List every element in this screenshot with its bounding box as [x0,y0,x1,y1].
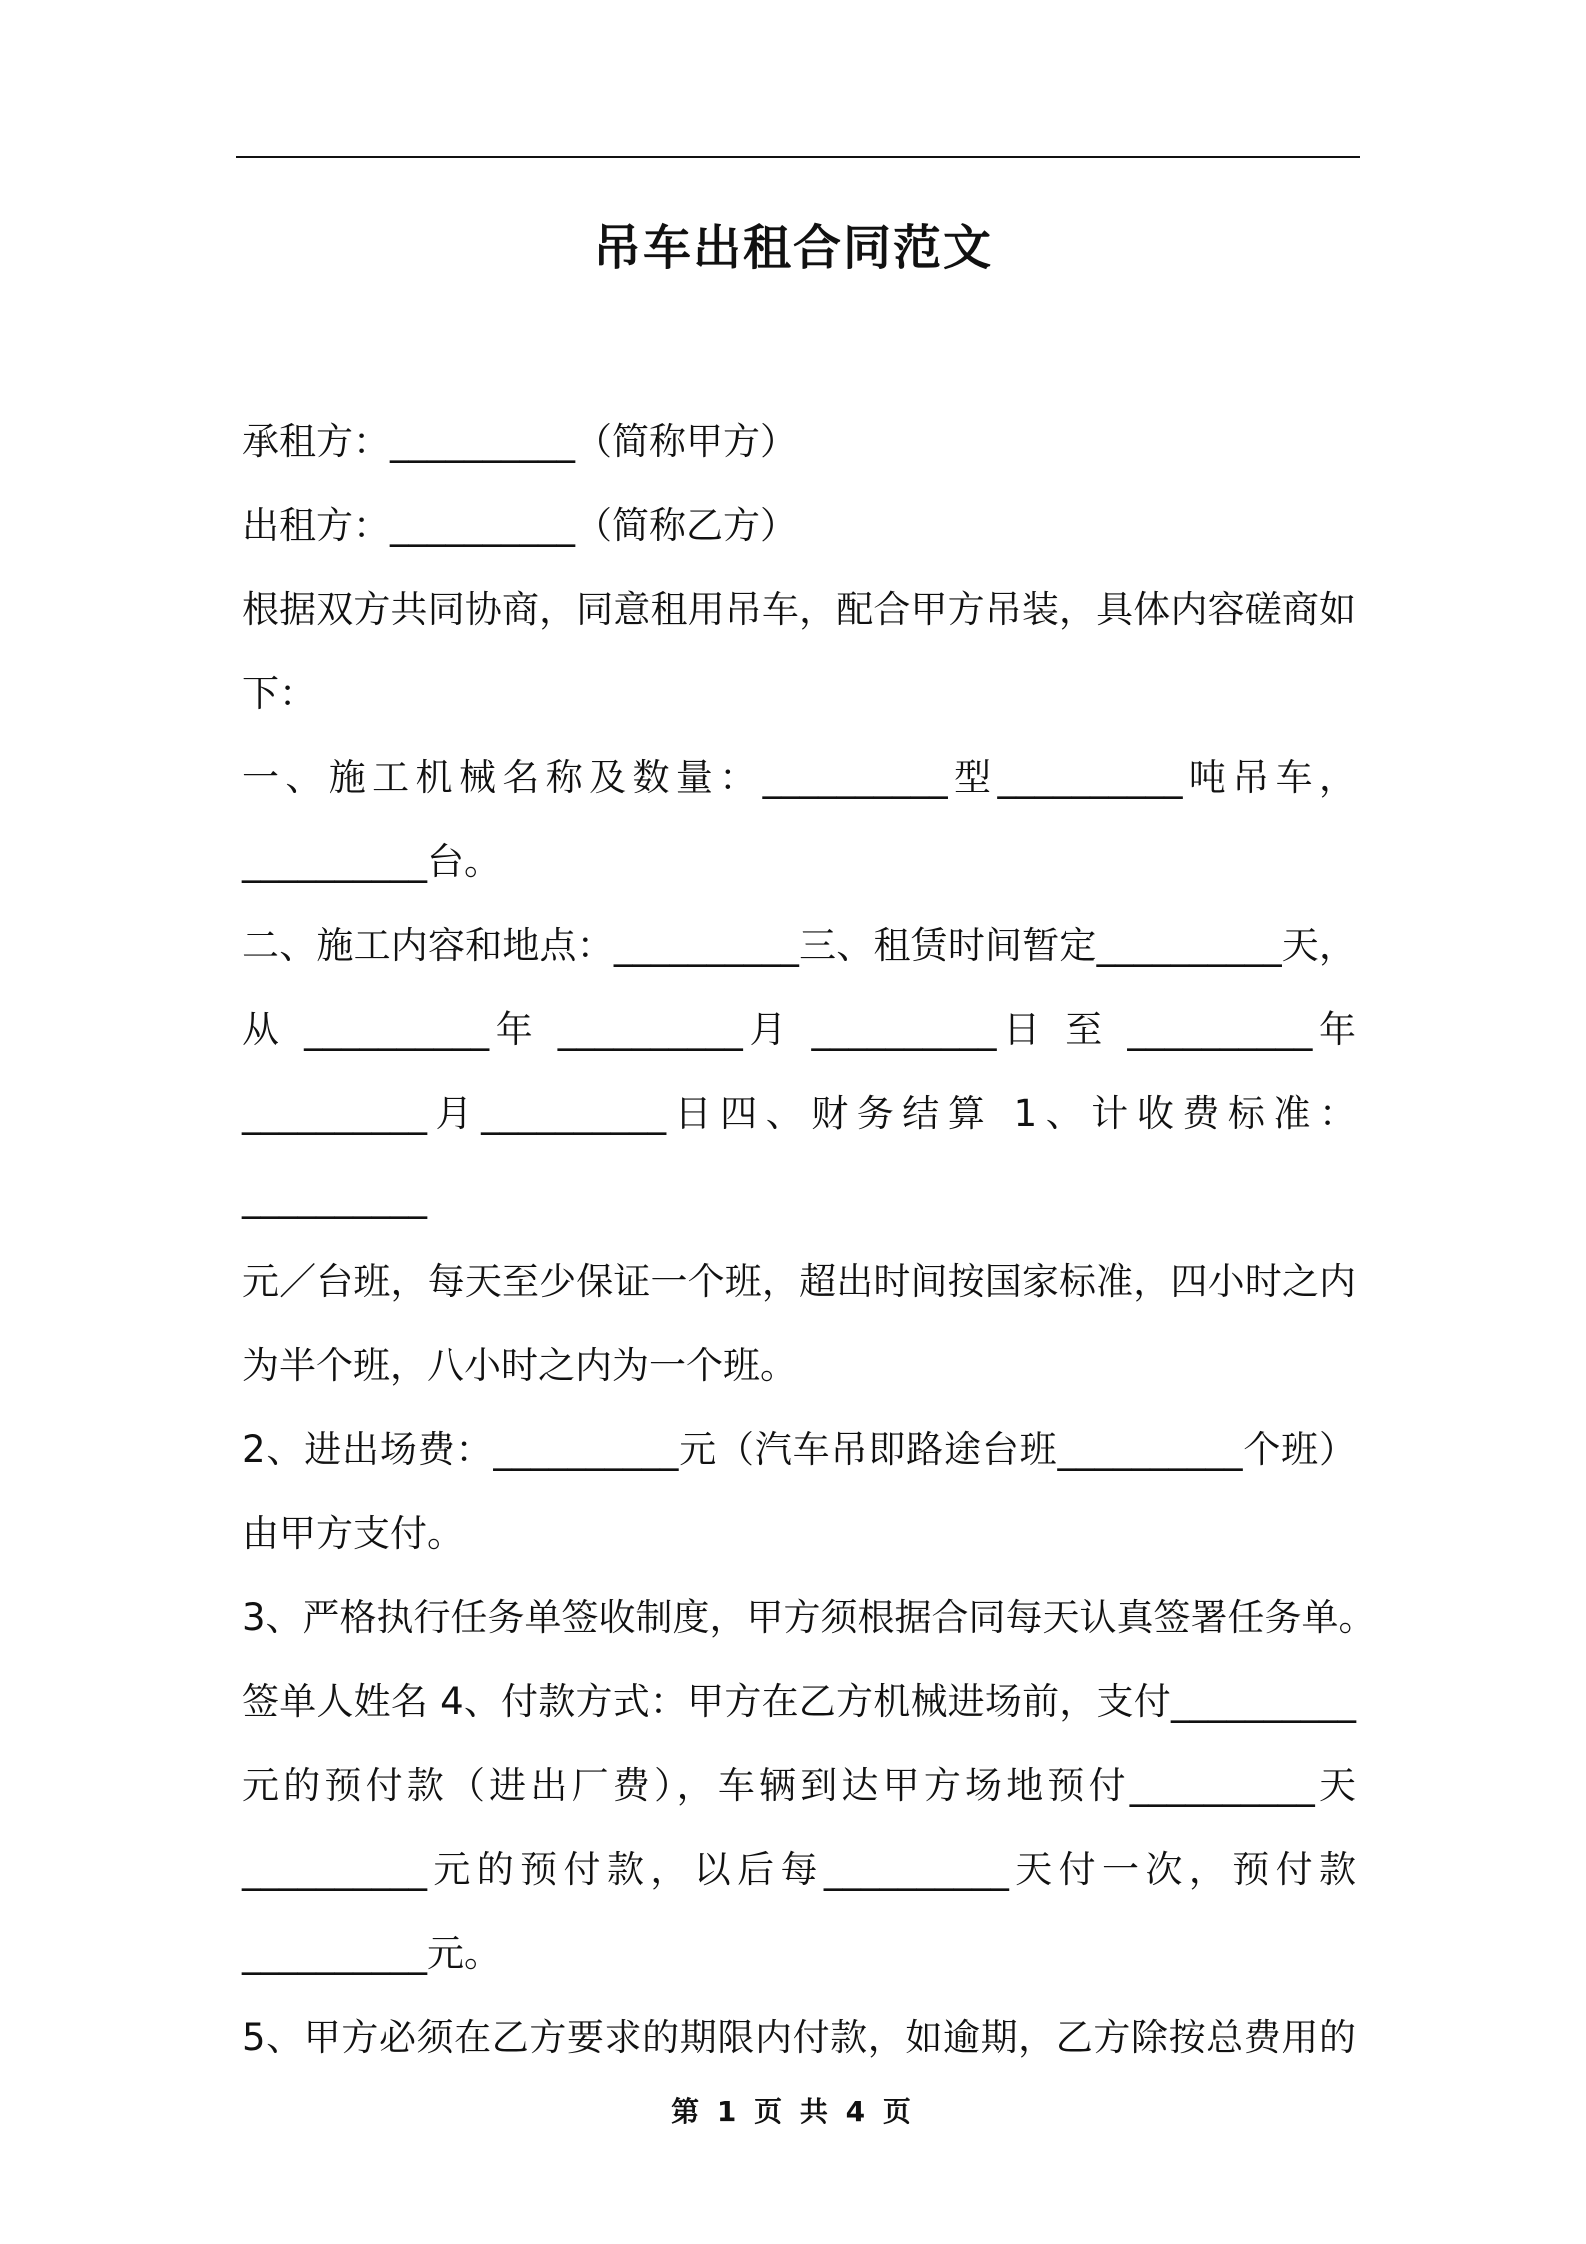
body-line: 为半个班，八小时之内为一个班。 [242,1344,797,1387]
body-line: 承租方：__________（简称甲方） [242,420,797,463]
body-line: 二、施工内容和地点：__________三、租赁时间暂定__________天， [242,924,1356,967]
body-line: 3、严格执行任务单签收制度，甲方须根据合同每天认真签署任务单。 [242,1596,1376,1639]
body-line: 从 __________年 __________月 __________日 至 __________年 [242,1008,1356,1051]
body-line: 2、进出场费：__________元（汽车吊即路途台班__________个班） [242,1428,1356,1471]
body-line: 元的预付款（进出厂费），车辆到达甲方场地预付__________天 [242,1764,1356,1807]
body-line: 签单人姓名 4、付款方式：甲方在乙方机械进场前，支付__________ [242,1680,1356,1723]
document-title: 吊车出租合同范文 [592,220,993,276]
body-line: __________元的预付款，以后每__________天付一次，预付款 [242,1848,1356,1891]
body-line: 由甲方支付。 [242,1512,464,1555]
header-rule [236,156,1360,158]
body-line: 一、施工机械名称及数量：__________型__________吨吊车， [242,756,1356,799]
body-line: 下： [242,672,316,715]
document-body [242,400,1376,2080]
body-line: 出租方：__________（简称乙方） [242,504,797,547]
body-line: 元／台班，每天至少保证一个班，超出时间按国家标准，四小时之内 [242,1260,1356,1303]
body-line: __________月__________日四、财务结算 1、计收费标准：__________ [242,1092,1356,1219]
body-line: __________台。 [242,840,501,883]
body-line: 根据双方共同协商，同意租用吊车，配合甲方吊装，具体内容磋商如 [242,588,1356,631]
body-line: __________元。 [242,1932,501,1975]
page-footer: 第 1 页 共 4 页 [671,2095,915,2128]
body-line: 5、甲方必须在乙方要求的期限内付款，如逾期，乙方除按总费用的 [242,2016,1356,2059]
